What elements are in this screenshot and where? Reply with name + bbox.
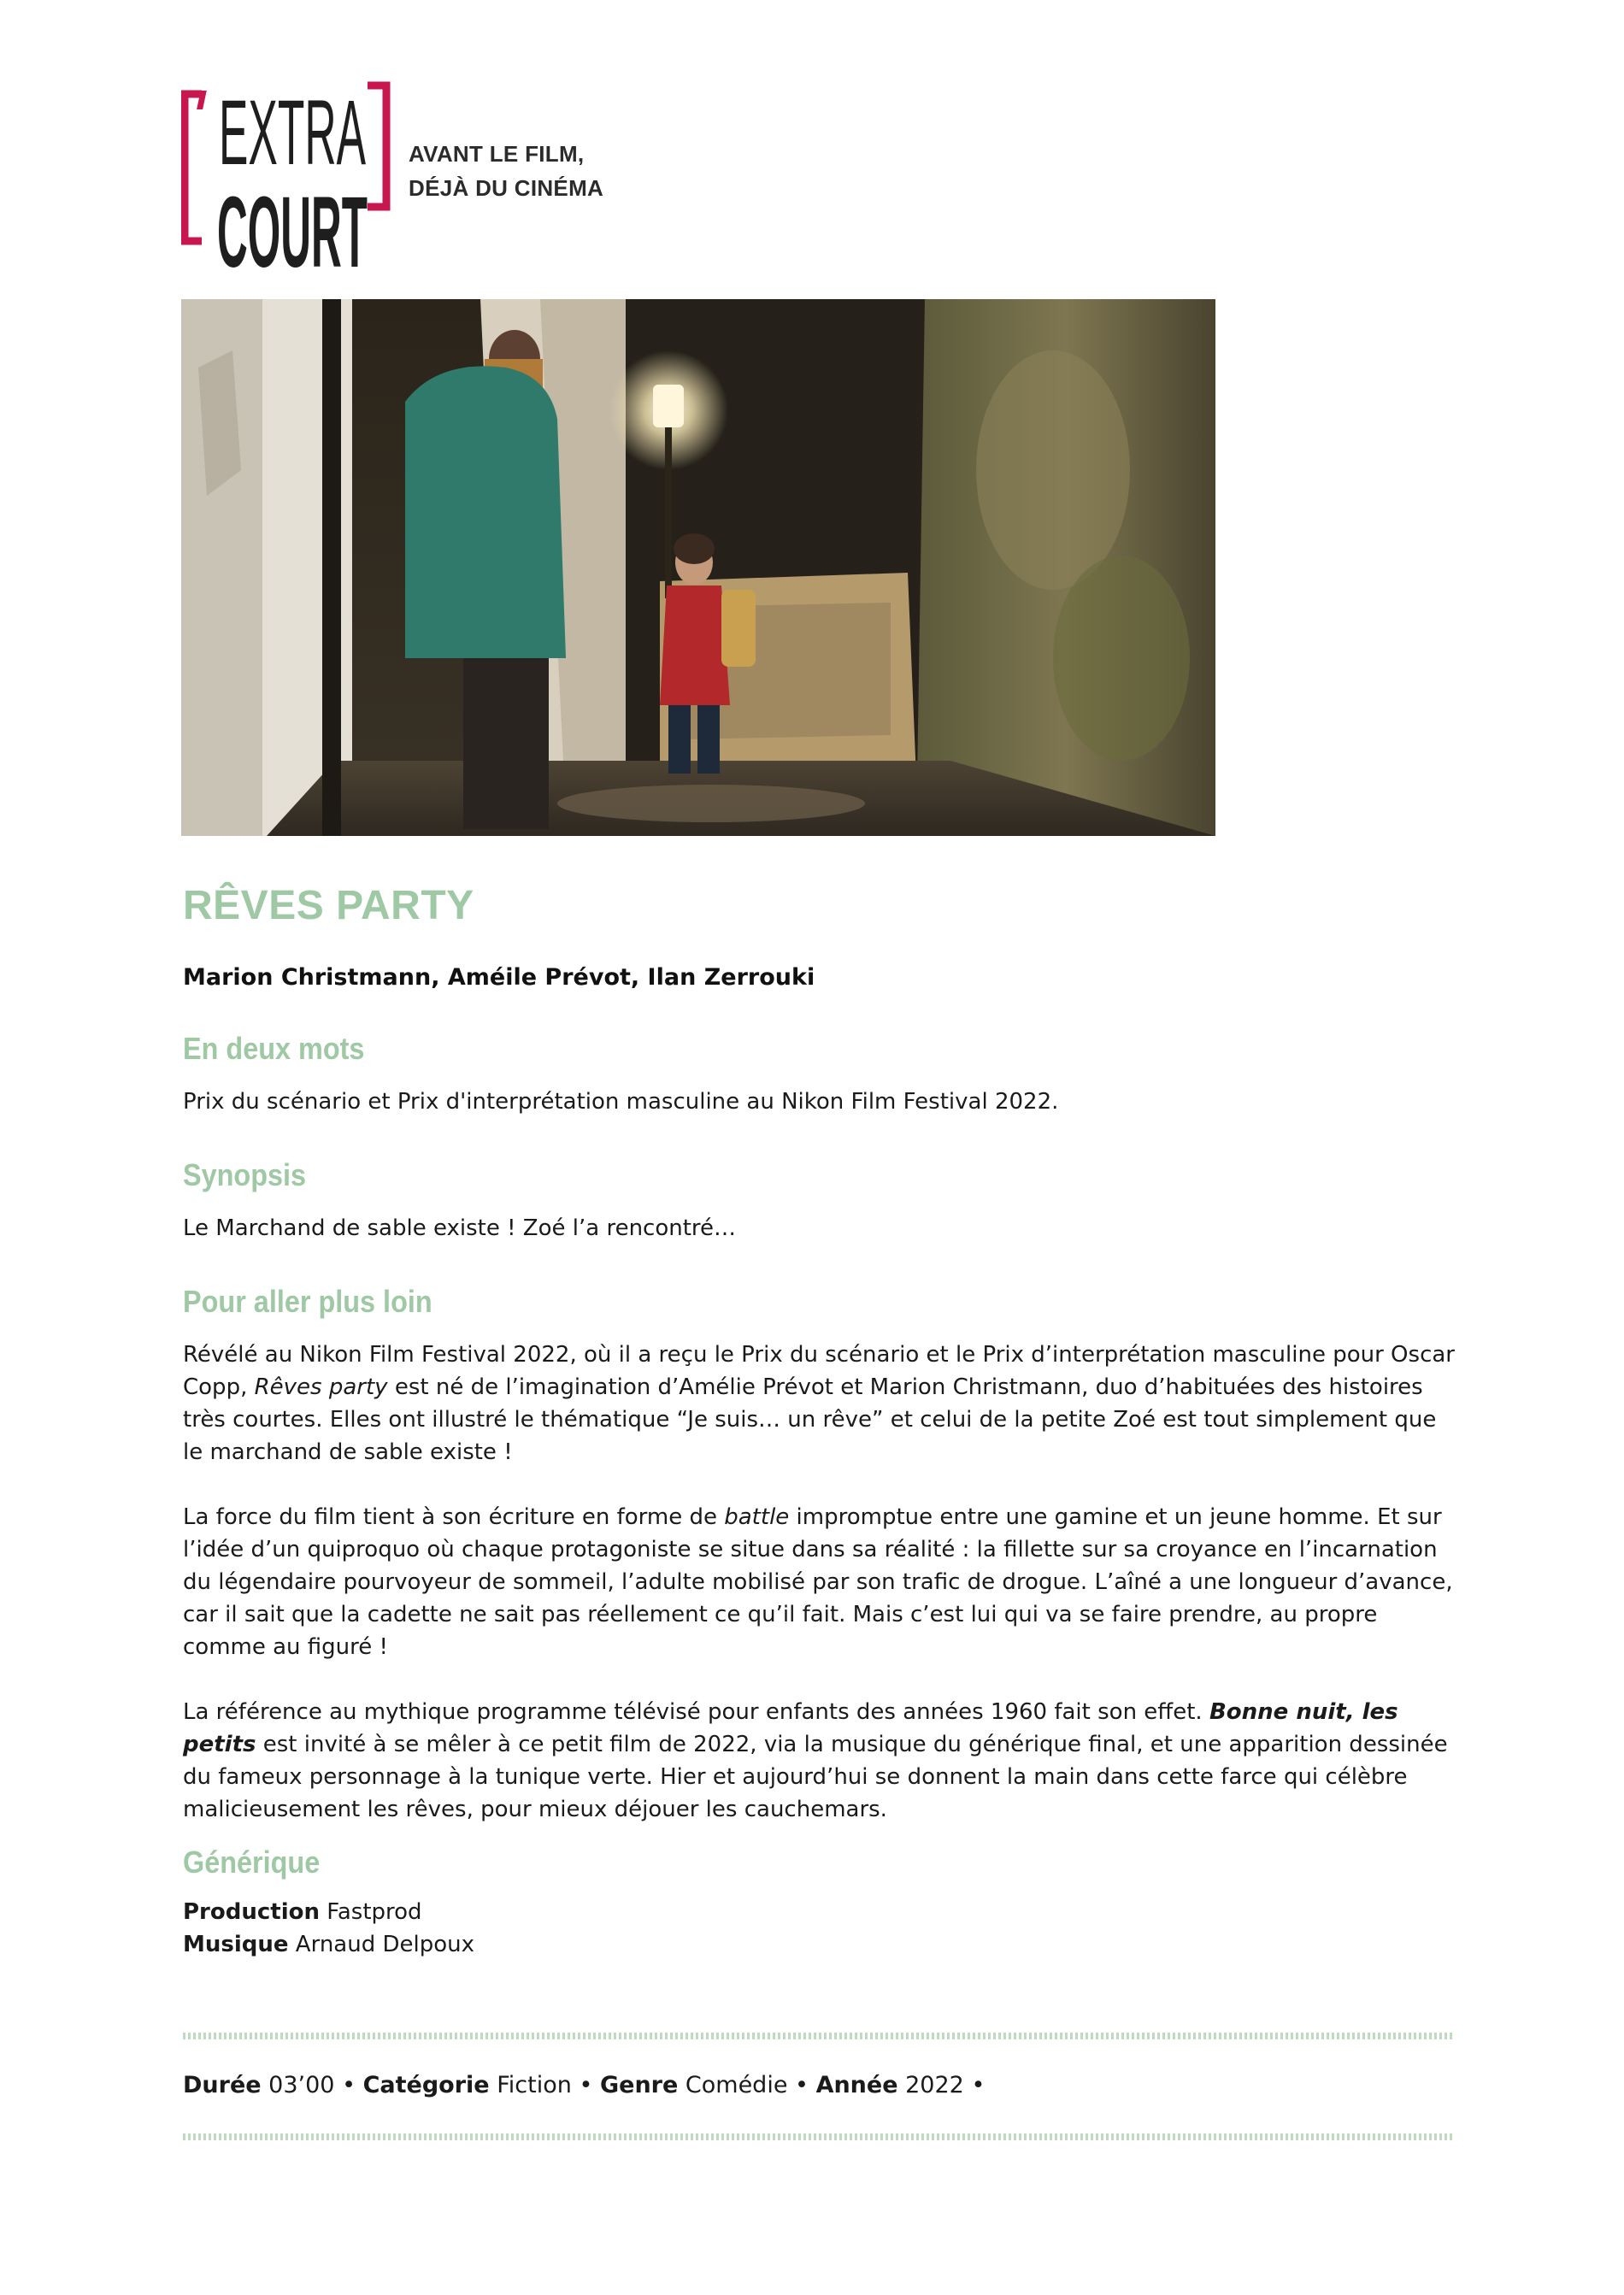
info-annee-value: 2022 <box>905 2072 964 2098</box>
p3-bold-italic-title: Bonne nuit, les petits <box>183 1699 1398 1757</box>
info-duree-value: 03’00 <box>268 2072 335 2098</box>
p1-text-after: est né de l’imagination d’Amélie Prévot et Marion Christmann, duo d’habituées des histoires très courtes. Elles ont illustré le thématique “Je suis… un rêve” et celui de la petite Zoé est tout simplement que le marchand de sable existe ! <box>183 1374 1437 1465</box>
divider-top <box>183 2033 1453 2039</box>
credit-production-label: Production <box>183 1899 320 1925</box>
tagline-line-1: AVANT LE FILM, <box>409 141 585 167</box>
logo-word-extra: EXTRA <box>219 80 366 184</box>
logo-word-court: COURT <box>217 176 368 280</box>
logo-left-bracket <box>185 94 202 241</box>
p2-text-before: La force du film tient à son écriture en forme de <box>183 1504 725 1530</box>
en-deux-mots-text: Prix du scénario et Prix d'interprétation masculine au Nikon Film Festival 2022. <box>183 1089 1059 1115</box>
analysis-paragraph-1 <box>183 1339 1456 1468</box>
section-heading-generique: Générique <box>183 1845 321 1880</box>
info-separator: • <box>795 2072 809 2098</box>
analysis-paragraph-3 <box>183 1696 1456 1826</box>
p2-text-after: impromptue entre une gamine et un jeune homme. Et sur l’idée d’un quiproquo où chaque protagoniste se situe dans sa réalité : la fillette sur sa croyance en l’incarnation du légendaire pourvoyeur de sommeil, l’adulte mobilisé par son trafic de drogue. L’aîné a une longueur d’avance, car il sait que la cadette ne sait pas réellement ce qu’il fait. Mais c’est lui qui va se faire prendre, au propre comme au figuré ! <box>183 1504 1453 1660</box>
info-separator: • <box>342 2072 356 2098</box>
main-content <box>183 880 1456 1961</box>
info-duree-label: Durée <box>183 2072 262 2098</box>
section-heading-pour-aller-plus-loin: Pour aller plus loin <box>183 1284 432 1319</box>
credit-production-value: Fastprod <box>327 1899 422 1925</box>
section-heading-synopsis: Synopsis <box>183 1157 307 1192</box>
credit-production <box>183 1896 1456 1928</box>
p1-italic-title: Rêves party <box>254 1374 388 1400</box>
info-annee-label: Année <box>815 2072 898 2098</box>
credit-musique <box>183 1928 1456 1961</box>
film-still-image <box>181 299 1215 836</box>
film-info-line <box>183 2070 985 2101</box>
logo-tagline <box>409 137 603 205</box>
p3-text-after: est invité à se mêler à ce petit film de 2022, via la musique du générique final, et une apparition dessinée du fameux personnage à la tunique verte. Hier et aujourd’hui se donnent la main dans cette farce qui célèbre malicieusement les rêves, pour mieux déjouer les cauchemars. <box>183 1732 1448 1822</box>
info-categorie-value: Fiction <box>497 2072 572 2098</box>
synopsis-text: Le Marchand de sable existe ! Zoé l’a rencontré… <box>183 1215 737 1241</box>
info-separator: • <box>971 2072 986 2098</box>
film-still-illustration <box>181 299 1215 836</box>
credit-musique-value: Arnaud Delpoux <box>295 1932 474 1957</box>
tagline-line-2: DÉJÀ DU CINÉMA <box>409 175 604 201</box>
info-genre-label: Genre <box>599 2072 679 2098</box>
film-title: RÊVES PARTY <box>183 883 474 928</box>
p1-text-before: Révélé au Nikon Film Festival 2022, où il a reçu le Prix du scénario et le Prix d’interprétation masculine pour Oscar Copp, <box>183 1342 1455 1400</box>
info-categorie-label: Catégorie <box>362 2072 490 2098</box>
analysis-paragraph-2 <box>183 1501 1456 1663</box>
credits-list <box>183 1896 1456 1961</box>
p2-italic-word: battle <box>724 1504 790 1530</box>
info-separator: • <box>579 2072 593 2098</box>
p3-text-before: La référence au mythique programme télévisé pour enfants des années 1960 fait son effet. <box>183 1699 1209 1725</box>
divider-bottom <box>183 2133 1453 2140</box>
film-authors: Marion Christmann, Améile Prévot, Ilan Zerrouki <box>183 964 815 991</box>
logo-right-bracket <box>368 85 386 207</box>
section-heading-en-deux-mots: En deux mots <box>183 1031 365 1066</box>
credit-musique-label: Musique <box>183 1932 289 1957</box>
logo-wordmark <box>181 62 403 280</box>
info-genre-value: Comédie <box>685 2072 788 2098</box>
